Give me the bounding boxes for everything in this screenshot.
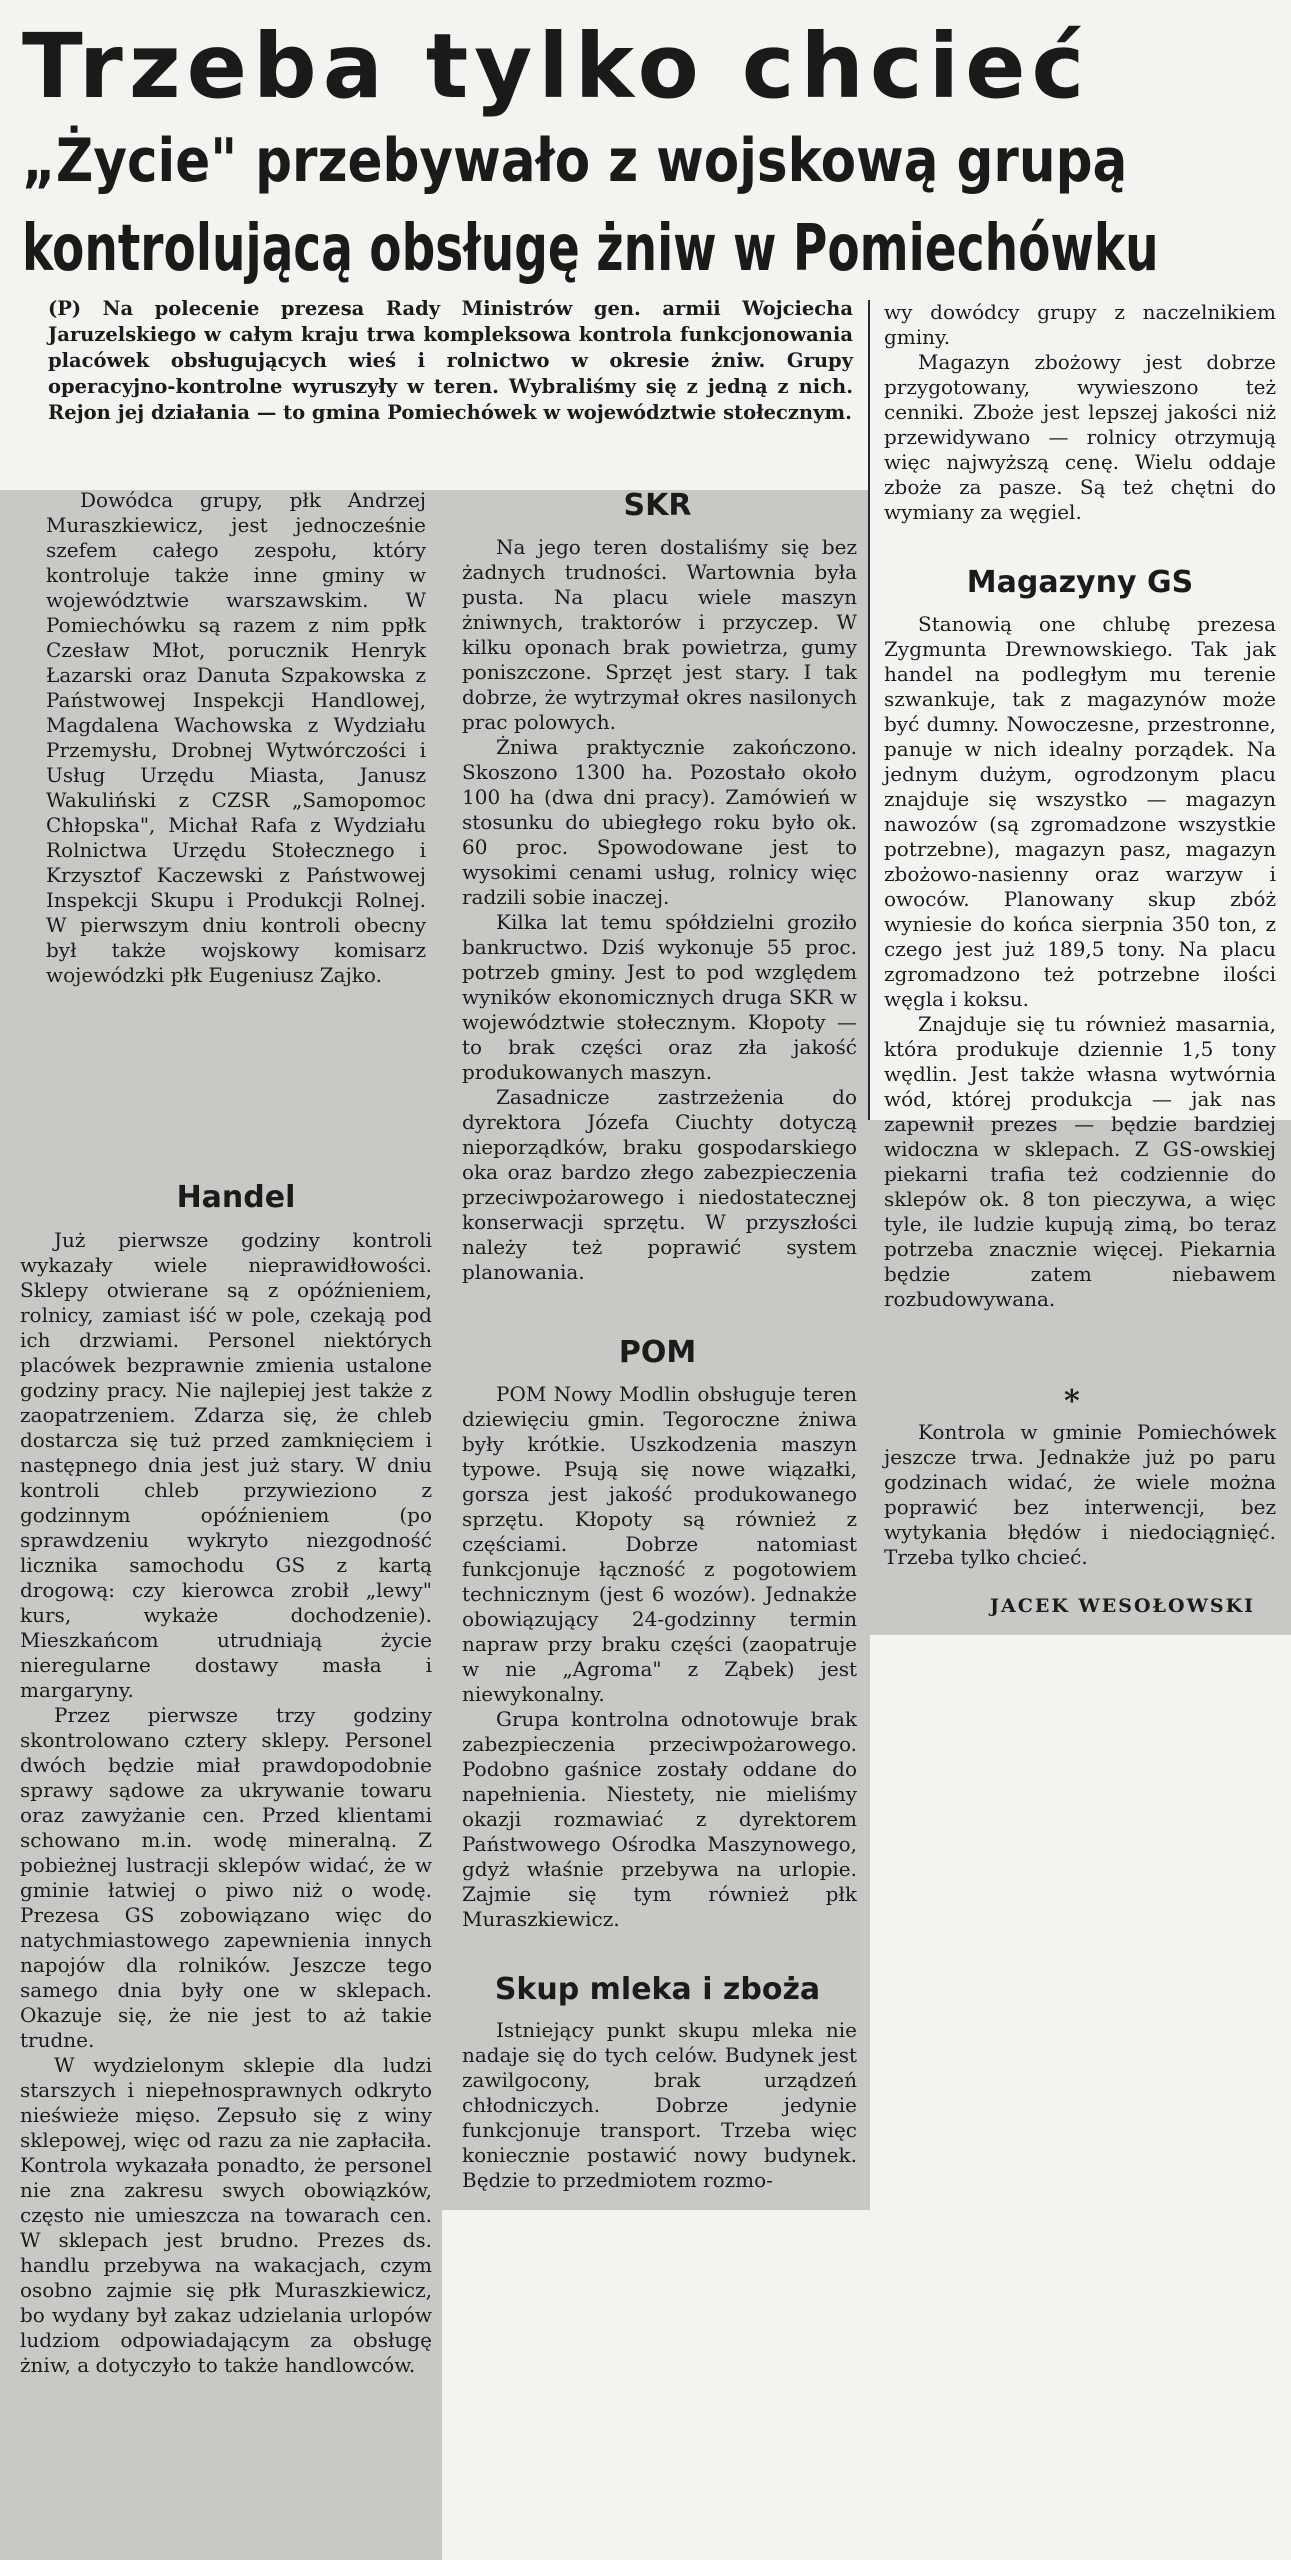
section-heading-handel: Handel bbox=[176, 1180, 296, 1215]
column-2-middle bbox=[462, 1382, 857, 1932]
column-rule-top bbox=[868, 300, 870, 1120]
lead-paragraph: (P) Na polecenie prezesa Rady Ministrów gen. armii Wojciecha Jaruzelskiego w całym kraju trwa kompleksowa kontrola funkcjonowania placówek obsługujących wieś i rolnictwo w okresie żniw. Grupy operacyjno-kontrolne wyruszyły w teren. Wybraliśmy się z jedną z nich. Rejon jej działania — to gmina Pomiechówek w województwie stołecznym. bbox=[48, 297, 853, 424]
section-heading-magazyny: Magazyny GS bbox=[966, 565, 1194, 600]
column-1-paragraph-1: Dowódca grupy, płk Andrzej Muraszkiewicz, jest jednocześnie szefem całego zespołu, który kontroluje także inne gminy w województwie warszawskim. W Pomiechówku są razem z nim ppłk Czesław Młot, porucznik Henryk Łazarski oraz Danuta Szpakowska z Państwowej Inspekcji Handlowej, Magdalena Wachowska z Wydziału Przemysłu, Drobnej Wytwórczości i Usług Urzędu Miasta, Janusz Wakuliński z CZSR „Samopomoc Chłopska", Michał Rafa z Wydziału Rolnictwa Urzędu Stołecznego i Krzysztof Kaczewski z Państwowej Inspekcji Skupu i Produkcji Rolnej. W pierwszym dniu kontroli obecny był także wojskowy komisarz wojewódzki płk Eugeniusz Zajko. bbox=[46, 488, 426, 987]
column-3-paragraph-1: wy dowódcy grupy z naczelnikiem gminy. bbox=[884, 300, 1276, 349]
section-heading-pom: POM bbox=[618, 1335, 697, 1370]
column-2-paragraph-7: Istniejący punkt skupu mleka nie nadaje się do tych celów. Budynek jest zawilgocony, brak urządzeń chłodniczych. Dobrze jedynie funkcjonuje transport. Trzeba więc koniecznie postawić nowy budynek. Będzie to przedmiotem rozmo- bbox=[462, 2018, 857, 2192]
column-3-paragraph-3: Stanowią one chlubę prezesa Zygmunta Drewnowskiego. Tak jak handel na podległym mu terenie szwankuje, tak z magazynów może być dumny. Nowoczesne, przestronne, panuje w nich idealny porządek. Na jednym dużym, ogrodzonym placu znajduje się wszystko — magazyn nawozów (są zgromadzone wszystkie potrzebne), magazyn pasz, magazyn zbożowo-nasienny oraz warzyw i owoców. Planowany skup zbóż wyniesie do końca sierpnia 350 ton, z czego jest już 189,5 tony. Na placu zgromadzono też potrzebne ilości węgla i koksu. bbox=[884, 612, 1276, 1011]
column-1-body bbox=[20, 1228, 432, 2378]
headline-sub-2: kontrolującą obsługę żniw w Pomiechówku bbox=[22, 212, 1159, 286]
column-2-paragraph-2: Żniwa praktycznie zakończono. Skoszono 1300 ha. Pozostało około 100 ha (dwa dni pracy). Zamówień w stosunku do ubiegłego roku było ok. 60 proc. Spowodowane jest to wysokimi cenami usług, rolnicy więc radzili sobie inaczej. bbox=[462, 735, 857, 909]
column-1-paragraph-2: Już pierwsze godziny kontroli wykazały wiele nieprawidłowości. Sklepy otwierane są z opóźnieniem, rolnicy, zamiast iść w pole, czekają pod ich drzwiami. Personel niektórych placówek bezprawnie zmienia ustalone godziny pracy. Nie najlepiej jest także z zaopatrzeniem. Zdarza się, że chleb dostarcza się tuż przed zamknięciem i następnego dnia jest już stary. W dniu kontroli chleb przywieziono z godzinnym opóźnieniem (po sprawdzeniu wykryto niezgodność licznika samochodu GS z kartą drogową: czy kierowca zrobił „lewy" kurs, wykaże dochodzenie). Mieszkańcom utrudniają życie nieregularne dostawy masła i margaryny. bbox=[20, 1228, 432, 1702]
section-heading-skup: Skup mleka i zboża bbox=[494, 1972, 821, 2007]
column-1-paragraph-4: W wydzielonym sklepie dla ludzi starszych i niepełnosprawnych odkryto nieświeże mięso. Zepsuło się z winy sklepowej, więc od razu za nie zapłaciła. Kontrola wykazała ponadto, że personel nie zna zakresu swych obowiązków, często nie umieszcza na towarach cen. W sklepach jest brudno. Prezes ds. handlu przebywa na wakacjach, czym osobno zajmie się płk Muraszkiewicz, bo wydany był zakaz udzielania urlopów ludziom odpowiadającym za obsługę żniw, a dotyczyło to także handlowców. bbox=[20, 2053, 432, 2377]
column-2-paragraph-6: Grupa kontrolna odnotowuje brak zabezpieczenia przeciwpożarowego. Podobno gaśnice zostały oddane do napełnienia. Niestety, nie mieliśmy okazji rozmawiać z dyrektorem Państwowego Ośrodka Maszynowego, gdyż właśnie przebywa na urlopie. Zajmie się tym również płk Muraszkiewicz. bbox=[462, 1707, 857, 1931]
column-1-intro bbox=[46, 488, 426, 988]
column-2-paragraph-1: Na jego teren dostaliśmy się bez żadnych trudności. Wartownia była pusta. Na placu wiele maszyn żniwnych, traktorów i przyczep. W kilku oponach brak powietrza, gumy poniszczone. Sprzęt jest stary. I tak dobrze, że wytrzymał okres nasilonych prac polowych. bbox=[462, 535, 857, 734]
column-2-paragraph-5: POM Nowy Modlin obsługuje teren dziewięciu gmin. Tegoroczne żniwa były krótkie. Uszkodzenia maszyn typowe. Psują się nowe wiązałki, gorsza jest jakość produkowanego sprzętu. Kłopoty są również z częściami. Dobrze natomiast funkcjonuje łączność z pogotowiem technicznym (jest 6 wozów). Jednakże obowiązujący 24-godzinny termin napraw przy braku części (zaopatruje w nie „Agroma" z Ząbek) jest niewykonalny. bbox=[462, 1382, 857, 1706]
column-3-middle bbox=[884, 612, 1276, 1312]
author-signature: JACEK WESOŁOWSKI bbox=[990, 1595, 1256, 1617]
column-3-paragraph-5: Kontrola w gminie Pomiechówek jeszcze trwa. Jednakże już po paru godzinach widać, że wiele można poprawić bez interwencji, bez wytykania błędów i niedociągnięć. Trzeba tylko chcieć. bbox=[884, 1420, 1276, 1569]
column-2-paragraph-4: Zasadnicze zastrzeżenia do dyrektora Józefa Ciuchty dotyczą nieporządków, braku gospodarskiego oka oraz bardzo złego zabezpieczenia przeciwpożarowego i niedostatecznej konserwacji sprzętu. W przyszłości należy też poprawić system planowania. bbox=[462, 1085, 857, 1284]
column-2-top bbox=[462, 535, 857, 1285]
column-2-bottom bbox=[462, 2018, 857, 2193]
section-separator-star: * bbox=[1064, 1384, 1080, 1419]
section-heading-skr: SKR bbox=[623, 488, 692, 523]
headline-sub: „Życie" przebywało z wojskową grupą bbox=[22, 126, 1128, 196]
column-3-top bbox=[884, 300, 1276, 525]
column-3-paragraph-4: Znajduje się tu również masarnia, która produkuje dziennie 1,5 tony wędlin. Jest także własna wytwórnia wód, której produkcja — jak nas zapewnił prezes — będzie bardziej widoczna w sklepach. Z GS-owskiej piekarni trafia też codziennie do sklepów ok. 8 ton pieczywa, a więc tyle, ile ludzie kupują zimą, bo teraz potrzeba znacznie więcej. Piekarnia będzie zatem niebawem rozbudowywana. bbox=[884, 1012, 1276, 1311]
column-2-paragraph-3: Kilka lat temu spółdzielni groziło bankructwo. Dziś wykonuje 55 proc. potrzeb gminy. Jest to pod względem wyników ekonomicznych druga SKR w województwie stołecznym. Kłopoty — to brak części oraz zła jakość produkowanych maszyn. bbox=[462, 910, 857, 1084]
column-3-paragraph-2: Magazyn zbożowy jest dobrze przygotowany, wywieszono też cenniki. Zboże jest lepszej jakości niż przewidywano — rolnicy otrzymują więc najwyższą cenę. Wielu oddaje zboże za pasze. Są też chętni do wymiany za węgiel. bbox=[884, 350, 1276, 524]
headline-main: Trzeba tylko chcieć bbox=[22, 14, 1091, 118]
column-3-bottom bbox=[884, 1420, 1276, 1570]
column-1-paragraph-3: Przez pierwsze trzy godziny skontrolowano cztery sklepy. Personel dwóch będzie miał prawdopodobnie sprawy sądowe za ukrywanie towaru oraz zawyżanie cen. Przed klientami schowano m.in. wodę mineralną. Z pobieżnej lustracji sklepów widać, że w gminie łatwiej o piwo niż o wodę. Prezesa GS zobowiązano więc do natychmiastowego zapewnienia innych napojów dla rolników. Jeszcze tego samego dnia były one w sklepach. Okazuje się, że nie jest to aż takie trudne. bbox=[20, 1703, 432, 2052]
